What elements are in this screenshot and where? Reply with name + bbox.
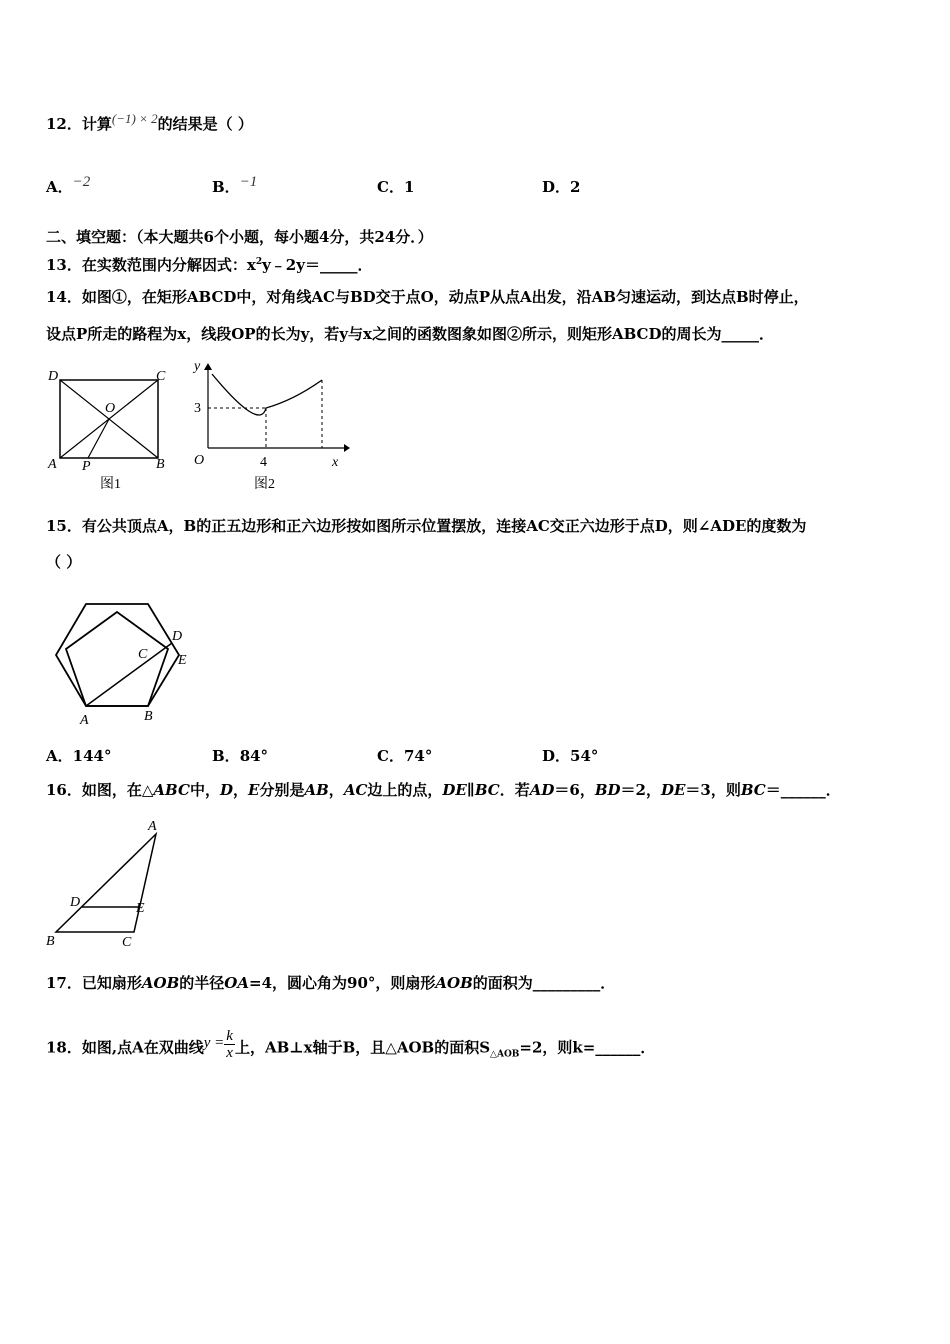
- label-o: O: [105, 401, 116, 416]
- q12-option-a[interactable]: A．−2: [46, 174, 91, 196]
- fraction-k-over-x: $\frac{k}{x}$: [226, 1028, 233, 1061]
- label-d: D: [172, 629, 183, 644]
- q15-figure: [46, 596, 206, 730]
- q12-option-c[interactable]: C．1: [377, 178, 415, 196]
- label-b: B: [156, 457, 165, 472]
- label-p: P: [82, 459, 91, 474]
- q18-stem: 18．如图,点A在双曲线y = $\frac{k}{x}$ 上，AB⊥x轴于B，且△AOB的面积$S_{\triangle AOB}=2$，则k=______．: [46, 1028, 656, 1061]
- q14-figures: [44, 360, 354, 494]
- q12-expression: (−1) × 2: [111, 111, 158, 126]
- label-b: B: [144, 709, 153, 724]
- label-4: 4: [260, 455, 267, 470]
- label-a: A: [148, 819, 157, 834]
- section-fill-blank-title: 二、填空题：（本大题共6个小题，每小题4分，共24分．）: [46, 228, 433, 246]
- q15-option-b[interactable]: B．84°: [212, 747, 269, 765]
- y-axis-arrow: [204, 363, 212, 370]
- function-curve: [212, 374, 322, 415]
- label-3: 3: [194, 401, 201, 416]
- label-b: B: [46, 934, 55, 949]
- label-d: D: [48, 369, 59, 384]
- q15-line2: （ ）: [46, 553, 82, 571]
- q16-stem: 16．如图，在△ABC中，D，E分别是AB，AC边上的点，DE∥BC．若AD＝6，BD＝2，DE＝3，则BC＝______．: [46, 781, 841, 799]
- q15-option-a[interactable]: A．144°: [46, 747, 112, 765]
- q12-stem: 12．计算(−1) × 2的结果是（ ）: [46, 111, 253, 133]
- regular-pentagon: [66, 612, 168, 706]
- label-y: y: [194, 360, 201, 374]
- label-origin: O: [194, 453, 205, 468]
- x-axis-arrow: [344, 444, 350, 452]
- q16-figure: [44, 816, 174, 952]
- q13-stem: 13．在实数范围内分解因式：$x^2y﹣2y=\_\_\_\_\_$．: [46, 256, 373, 274]
- q12-number: 12．: [46, 115, 82, 133]
- triangle-abc: [56, 834, 156, 932]
- label-a: A: [48, 457, 57, 472]
- q14-line2: 设点P所走的路程为x，线段OP的长为y，若y与x之间的函数图象如图②所示，则矩形ABCD的周长为_____．: [46, 325, 774, 343]
- q15-line1: 15．有公共顶点A，B的正五边形和正六边形按如图所示位置摆放，连接AC交正六边形于点D，则∠ADE的度数为: [46, 517, 807, 535]
- label-e: E: [178, 653, 187, 668]
- hyperbola-y: y =: [203, 1034, 225, 1051]
- label-c: C: [156, 369, 166, 384]
- fig1-caption: 图1: [100, 477, 121, 492]
- q14-line1: 14．如图①，在矩形ABCD中，对角线AC与BD交于点O，动点P从点A出发，沿AB匀速运动，到达点B时停止，: [46, 288, 809, 306]
- label-d: D: [70, 895, 81, 910]
- label-c: C: [122, 935, 132, 950]
- q15-option-c[interactable]: C．74°: [377, 747, 433, 765]
- q12-option-d[interactable]: D．2: [542, 178, 581, 196]
- q17-stem: 17．已知扇形AOB的半径OA=4，圆心角为90°，则扇形AOB的面积为_________．: [46, 974, 616, 992]
- regular-hexagon: [56, 604, 179, 706]
- q12-option-b[interactable]: B．−1: [212, 174, 258, 196]
- label-e: E: [136, 901, 145, 916]
- segment-op: [88, 419, 109, 458]
- fig2-caption: 图2: [254, 477, 275, 492]
- label-a: A: [80, 713, 89, 728]
- label-c: C: [138, 647, 148, 662]
- label-x: x: [332, 455, 339, 470]
- q15-option-d[interactable]: D．54°: [542, 747, 599, 765]
